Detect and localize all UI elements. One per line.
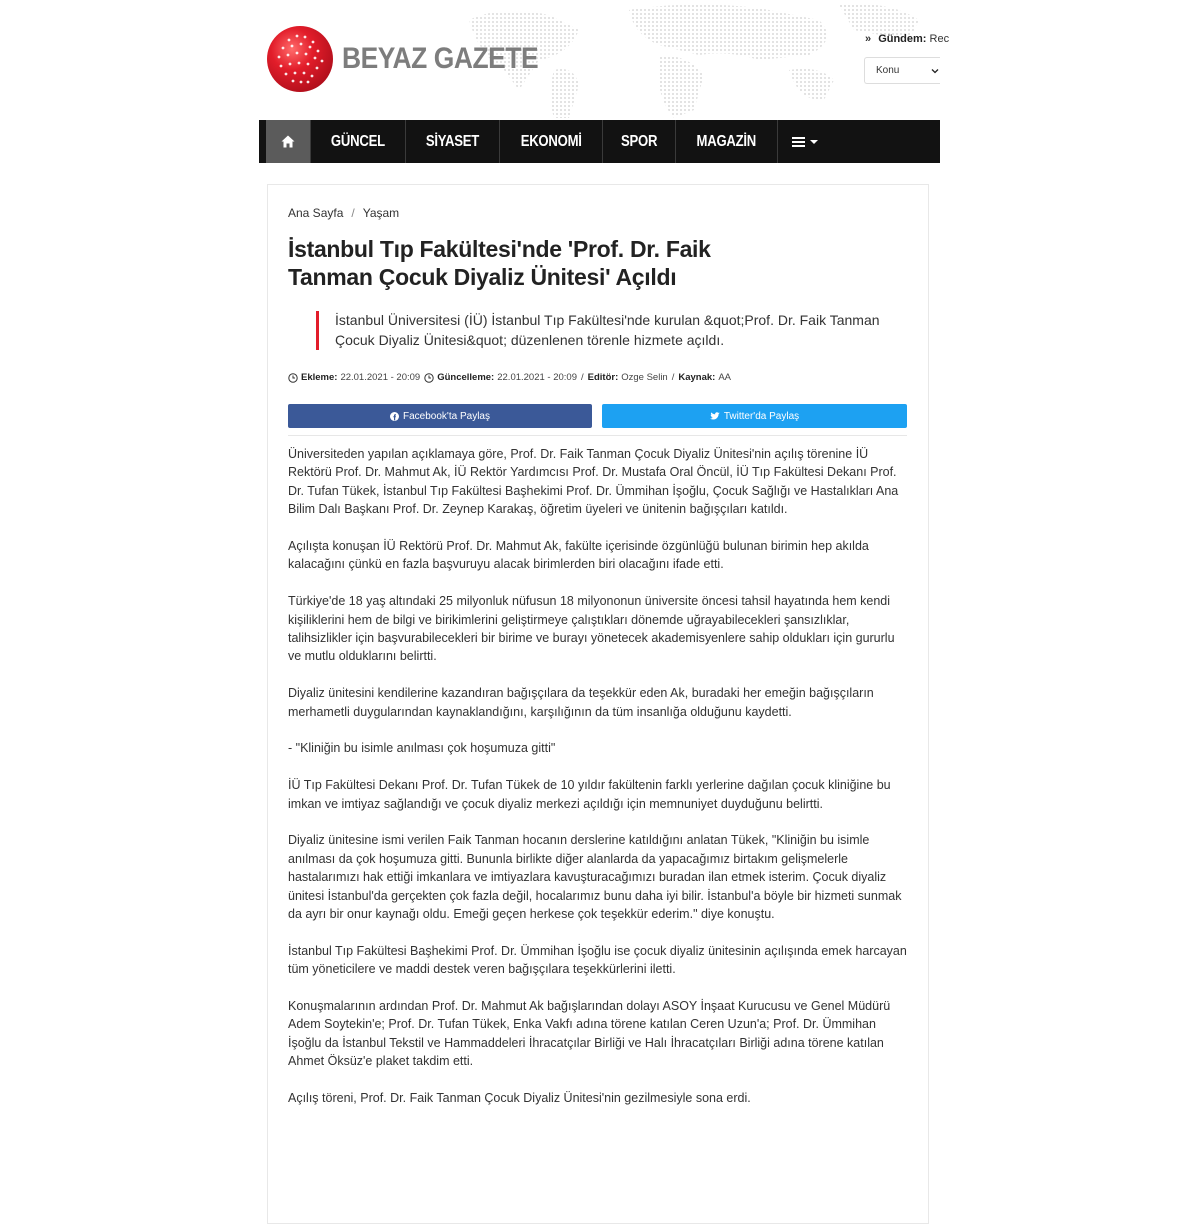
meta-separator: / [581, 372, 584, 383]
meta-added-label: Ekleme: [301, 372, 338, 383]
topic-select[interactable] [864, 57, 940, 84]
meta-updated-value: 22.01.2021 - 20:09 [497, 372, 577, 383]
facebook-share-label: Facebook'ta Paylaş [403, 410, 490, 422]
twitter-share-button[interactable] [602, 404, 907, 428]
site-header [259, 0, 950, 120]
meta-separator: / [671, 372, 675, 383]
more-menu-button[interactable] [777, 120, 834, 163]
article-paragraph: Türkiye'de 18 yaş altındaki 25 milyonluk nüfusun 18 milyononun üniversite öncesi tahsil hayatında hem kendi kişiliklerini hem de bilgi ve birikimlerini geliştirmeye çalıştıkları dönemde uğrayabilecekleri şansızlıklar, talihsizlikler için başvurabilecekleri bir birime ve burayı yönetecek akademisyenlere sahip oldukları için gururlu ve mutlu olduklarını belirtti. [288, 594, 895, 664]
article-title: İstanbul Tıp Fakültesi'nde 'Prof. Dr. Faik Tanman Çocuk Diyaliz Ünitesi' Açıldı [288, 236, 711, 290]
meta-updated-label: Güncelleme: [437, 372, 495, 383]
meta-added-value: 22.01.2021 - 20:09 [340, 372, 421, 383]
article-spot: İstanbul Üniversitesi (İÜ) İstanbul Tıp Fakültesi'nde kurulan &quot;Prof. Dr. Faik Tanman Çocuk Diyaliz Ünitesi&quot; düzenlenen törenle hizmete açıldı. [316, 311, 906, 350]
nav-item-spor[interactable]: SPOR [602, 120, 675, 163]
twitter-icon [710, 412, 720, 421]
site-logo[interactable] [267, 22, 565, 96]
article-paragraph: Diyaliz ünitesini kendilerine kazandıran bağışçılara da teşekkür eden Ak, buradaki her emeğin bağışçıların merhametli duygularından kaynaklandığını, karşılığının da tüm insanlığa olduğunu kaydetti. [288, 686, 874, 719]
meta-editor-value: Ozge Selin [621, 372, 668, 383]
meta-updated [424, 372, 577, 383]
main-nav [259, 120, 940, 163]
article-paragraph: Üniversiteden yapılan açıklamaya göre, Prof. Dr. Faik Tanman Çocuk Diyaliz Ünitesi'nin açılış törenine İÜ Rektörü Prof. Dr. Mahmut Ak, İÜ Rektör Yardımcısı Prof. Dr. Mustafa Oral Öncül, İÜ Tıp Fakültesi Dekanı Prof. Dr. Tufan Tükek, İstanbul Tıp Fakültesi Başhekimi Prof. Dr. Ümmihan İşoğlu, Çocuk Sağlığı ve Hastalıkları Ana Bilim Dalı Başkanı Prof. Dr. Zeynep Karakaş, öğretim üyeleri ve ünitenin bağışçıları katıldı. [288, 447, 899, 517]
article-paragraph: Açılışta konuşan İÜ Rektörü Prof. Dr. Mahmut Ak, fakülte içerisinde özgünlüğü bulunan birimin hep akılda kalacağını çünkü en fazla başvuruyu alacak birimlerden biri olacağını ifade etti. [288, 539, 869, 572]
breadcrumb-home[interactable]: Ana Sayfa [288, 206, 344, 220]
article-subheading: - "Kliniğin bu isimle anılması çok hoşumuza gitti" [288, 741, 556, 756]
article-paragraph: Açılış töreni, Prof. Dr. Faik Tanman Çocuk Diyaliz Ünitesi'nin gezilmesiyle sona erdi. [288, 1091, 751, 1106]
clock-icon [424, 373, 434, 383]
clock-icon [288, 373, 298, 383]
breadcrumb-separator: / [351, 206, 355, 220]
logo-text: BEYAZ GAZETE [342, 42, 539, 75]
nav-item-ekonomi[interactable]: EKONOMİ [499, 120, 602, 163]
meta-added [288, 372, 420, 383]
article-paragraph: İstanbul Tıp Fakültesi Başhekimi Prof. Dr. Ümmihan İşoğlu ise çocuk diyaliz ünitesinin açılışında emek harcayan tüm yöneticilere ve maddi destek veren bağışçılara teşekkürlerini iletti. [288, 943, 907, 977]
home-icon [281, 135, 295, 148]
article-meta [288, 372, 731, 383]
chevron-down-icon [931, 67, 939, 75]
share-divider [288, 435, 907, 436]
breadcrumb-category[interactable]: Yaşam [362, 206, 400, 220]
double-chevron-right-icon: » [865, 33, 872, 45]
home-button[interactable] [266, 120, 310, 163]
article-body [288, 445, 908, 1126]
meta-source-label: Kaynak: [678, 372, 716, 383]
article-paragraph: İÜ Tıp Fakültesi Dekanı Prof. Dr. Tufan Tükek de 10 yıldır fakültenin farklı yerlerine dağılan çocuk kliniğine bu imkan ve imtiyaz sağlandığı ve çocuk diyaliz merkezi açıldığı için memnuniyet duyduğunu belirtti. [288, 778, 891, 811]
globe-logo-icon [267, 26, 333, 92]
agenda-value[interactable]: Rec [929, 33, 950, 45]
topic-select-value: Konu [876, 65, 900, 76]
twitter-share-label: Twitter'da Paylaş [723, 410, 800, 422]
nav-item-siyaset[interactable]: SİYASET [405, 120, 499, 163]
meta-editor-label: Editör: [587, 372, 619, 383]
breadcrumb [288, 206, 399, 220]
article-paragraph: Diyaliz ünitesine ismi verilen Faik Tanman hocanın derslerine katıldığını anlatan Tükek, "Kliniğin bu isimle anılması da çok hoşumuza gitti. Bununla birlikte diğer alanlarda da yapacağımız birtakım gelişmelerle hastalarımızı hak ettiği imkanlara ve imtiyazlara kavuşturacağımızı buradan ilan etmek isterim. Çocuk diyaliz ünitesi İstanbul'da gerçekten çok fazla değil, hocalarımız bunu daha iyi bilir. İstanbul'a böyle bir hizmeti sunmak da ayrı bir onur kaynağı oldu. Emeği geçen herkese çok teşekkür ederim." diye konuştu. [288, 833, 902, 922]
agenda-ticker[interactable] [865, 33, 950, 45]
meta-source-value: AA [718, 372, 732, 383]
nav-item-guncel[interactable]: GÜNCEL [310, 120, 405, 163]
agenda-label: Gündem: [878, 33, 927, 45]
facebook-share-button[interactable] [288, 404, 592, 428]
nav-item-magazin[interactable]: MAGAZİN [675, 120, 777, 163]
facebook-icon [390, 412, 399, 421]
article-paragraph: Konuşmalarının ardından Prof. Dr. Mahmut Ak bağışlarından dolayı ASOY İnşaat Kurucusu ve Genel Müdürü Adem Soytekin'e; Prof. Dr. Tufan Tükek, Enka Vakfı adına törene katılan Ceren Uzun'a; Prof. Dr. Ümmihan İşoğlu da İstanbul Tekstil ve Hammaddeleri İhracatçılar Birliği ve Halı İhracatçıları Birliği adına törene katılan Ahmet Öksüz'e plaket takdim etti. [288, 999, 891, 1069]
hamburger-menu-icon [792, 136, 820, 148]
